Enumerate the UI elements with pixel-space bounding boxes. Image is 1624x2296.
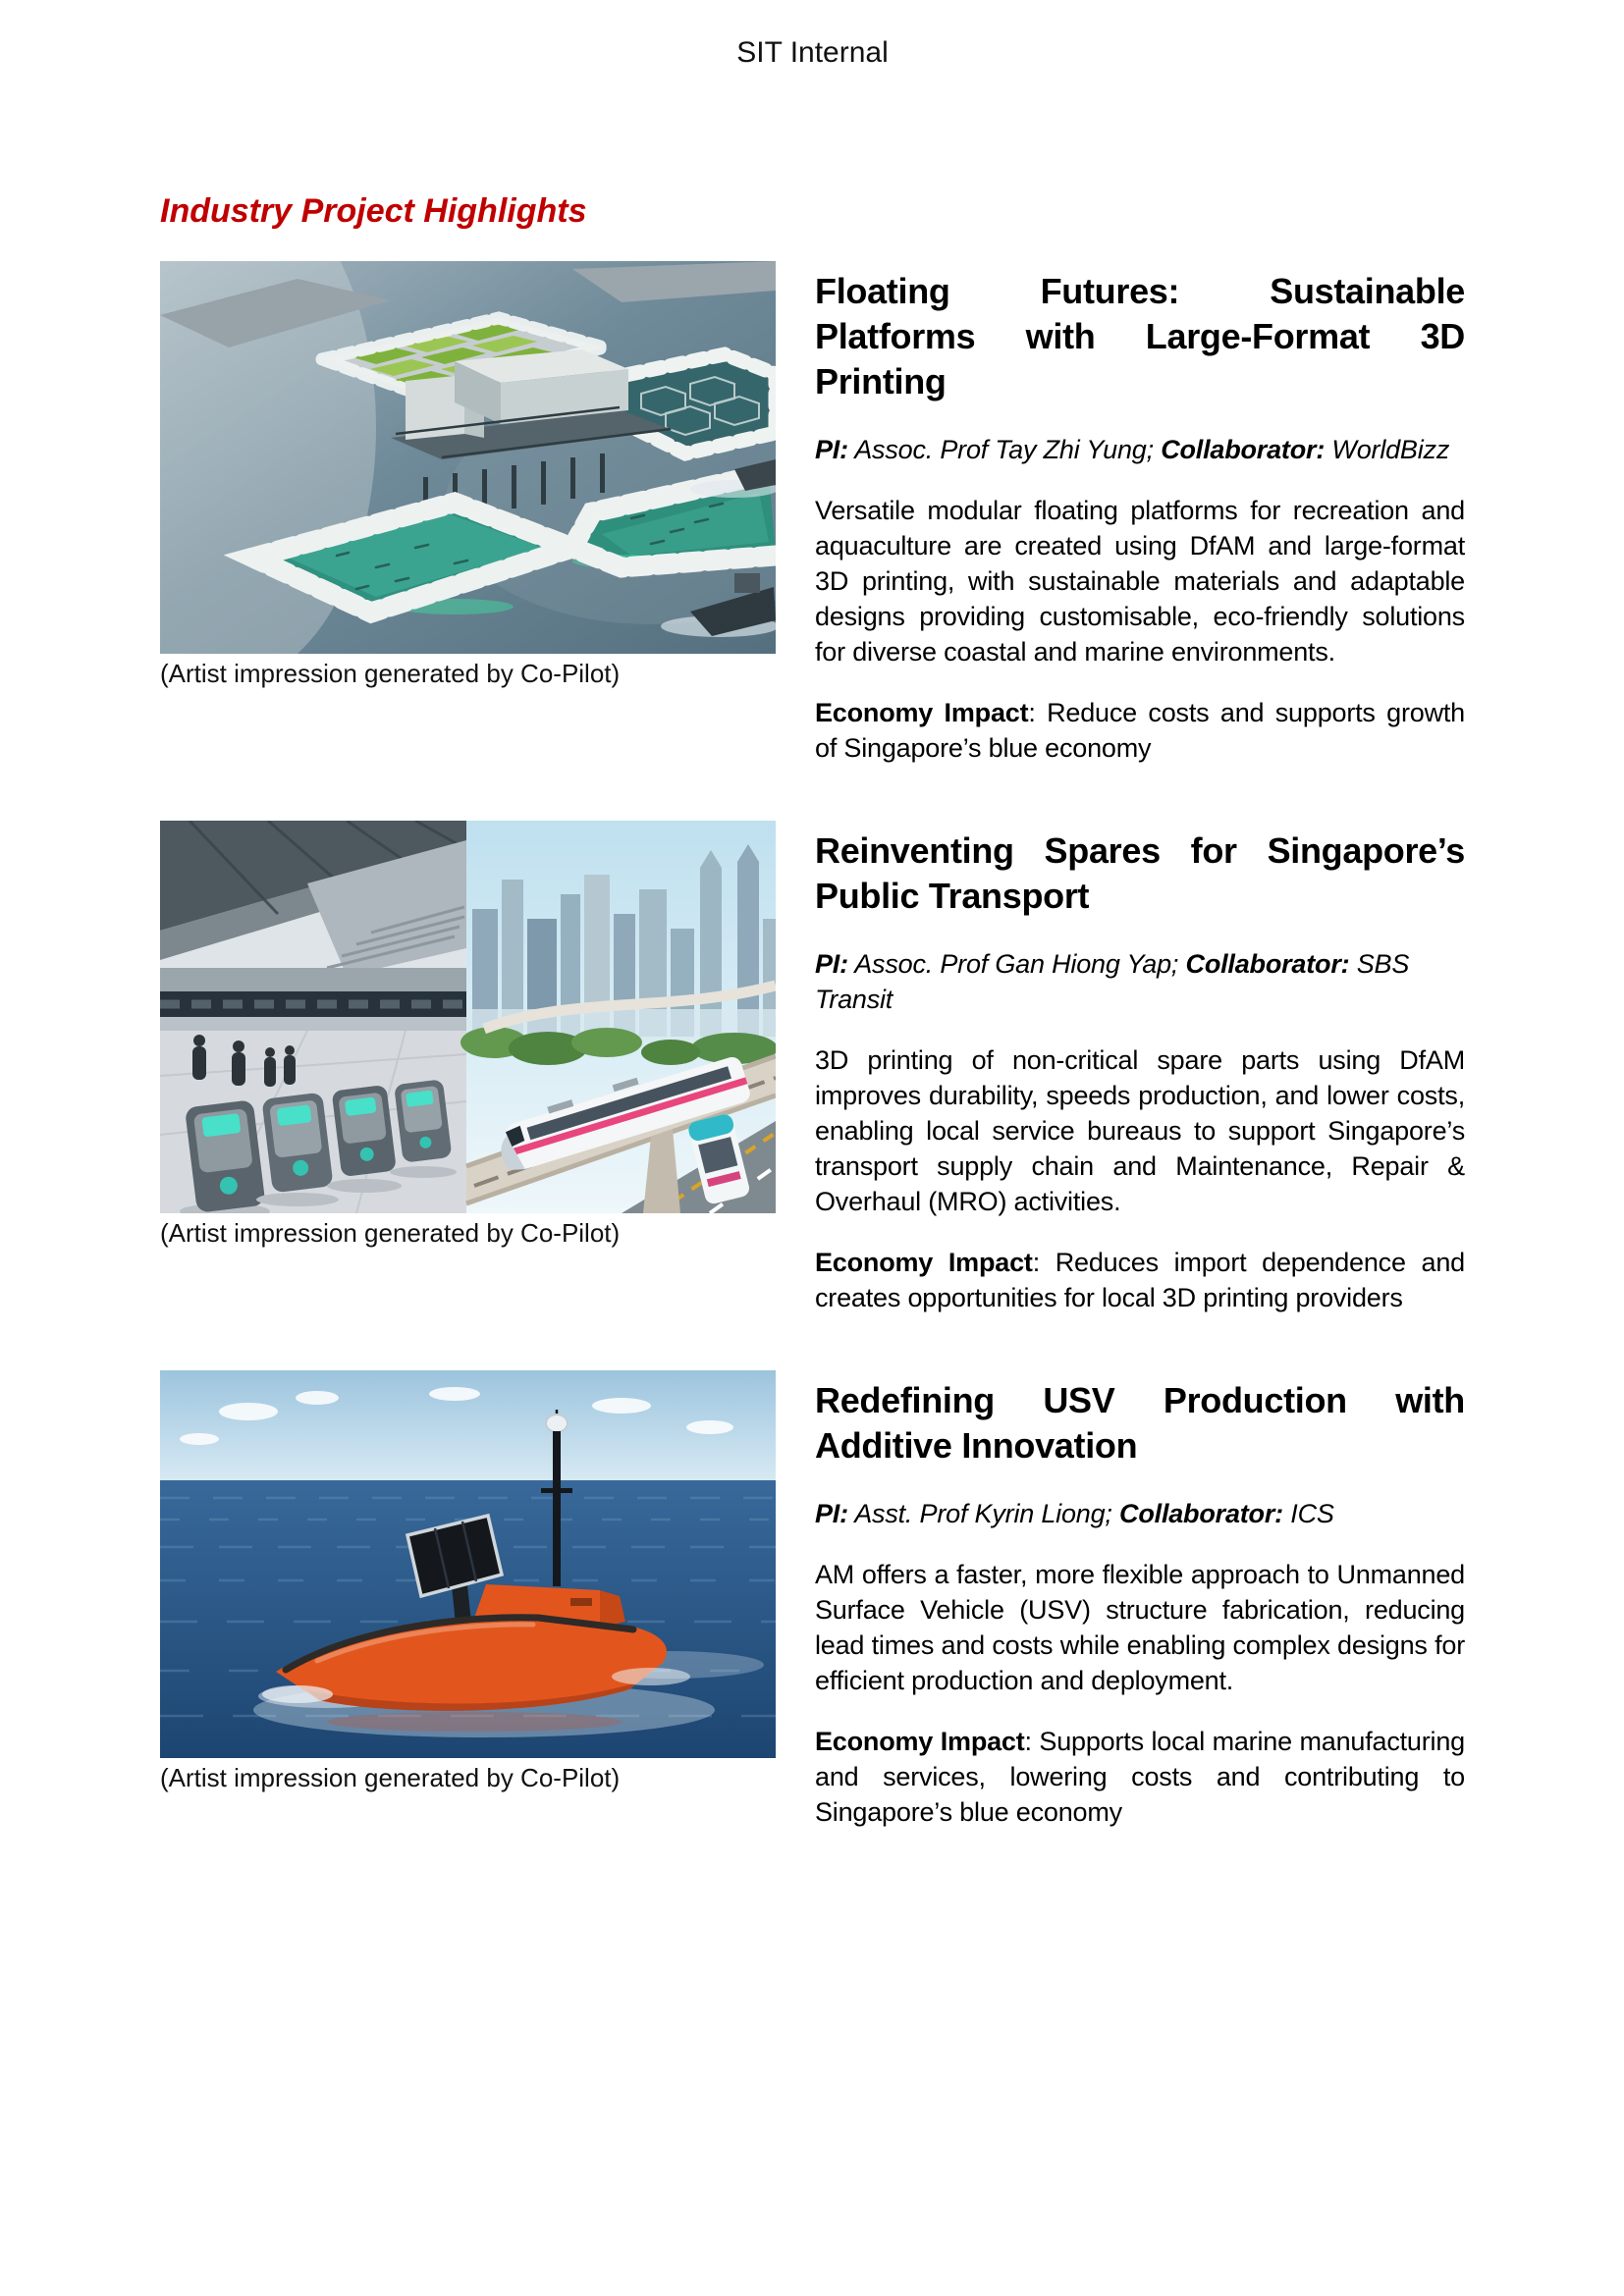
project-figure	[160, 821, 776, 1249]
header-classification: SIT Internal	[736, 36, 889, 69]
project-description: 3D printing of non-critical spare parts using DfAM improves durability, speeds production, and lower costs, enabling local service bureaus to support Singapore’s transport supply chain and Maintenance, Repair & Overhaul (MRO) activities.	[815, 1045, 1465, 1216]
economy-impact	[815, 1245, 1465, 1315]
pi-label: PI:	[815, 435, 848, 464]
pi-line	[815, 946, 1465, 1017]
economy-impact-label: Economy Impact	[815, 1248, 1033, 1277]
pi-line	[815, 432, 1465, 467]
economy-impact-text: : Supports local marine manufacturing and services, lowering costs and contributing to Singapore’s blue economy	[815, 1727, 1465, 1827]
projects-list	[160, 261, 1465, 1830]
economy-impact-label: Economy Impact	[815, 1727, 1025, 1756]
collaborator-name: ICS	[1290, 1499, 1334, 1528]
project-title: Redefining USV Production with Additive Innovation	[815, 1380, 1465, 1466]
project-details	[815, 821, 1465, 1315]
image-caption: (Artist impression generated by Co-Pilot)	[160, 1218, 621, 1248]
project-row-usv	[160, 1370, 1465, 1830]
economy-impact-text: : Reduces import dependence and creates opportunities for local 3D printing providers	[815, 1248, 1465, 1312]
collaborator-label: Collaborator:	[1161, 435, 1326, 464]
project-row-floating-futures	[160, 261, 1465, 766]
project-description: AM offers a faster, more flexible approach to Unmanned Surface Vehicle (USV) structure fabrication, reducing lead times and costs while enabling complex designs for efficient production and deployment.	[815, 1560, 1465, 1695]
project-image-usv-boat	[160, 1370, 776, 1758]
image-caption: (Artist impression generated by Co-Pilot)	[160, 659, 621, 688]
project-details	[815, 261, 1465, 766]
project-figure	[160, 261, 776, 689]
economy-impact-label: Economy Impact	[815, 698, 1029, 727]
project-title: Reinventing Spares for Singapore’s Public Transport	[815, 830, 1465, 916]
image-caption: (Artist impression generated by Co-Pilot)	[160, 1763, 621, 1792]
project-description: Versatile modular floating platforms for recreation and aquaculture are created using DfAM and large-format 3D printing, with sustainable materials and adaptable designs providing customisable, eco-friendly solutions for diverse coastal and marine environments.	[815, 496, 1465, 667]
pi-name: Assoc. Prof Gan Hiong Yap;	[854, 949, 1179, 979]
pi-label: PI:	[815, 1499, 848, 1528]
project-figure	[160, 1370, 776, 1793]
collaborator-name: SBS Transit	[815, 949, 1410, 1014]
economy-impact	[815, 695, 1465, 766]
collaborator-name: WorldBizz	[1331, 435, 1450, 464]
collaborator-label: Collaborator:	[1185, 949, 1350, 979]
pi-name: Asst. Prof Kyrin Liong;	[854, 1499, 1112, 1528]
pi-line	[815, 1496, 1465, 1531]
project-row-public-transport	[160, 821, 1465, 1315]
economy-impact-text: : Reduce costs and supports growth of Singapore’s blue economy	[815, 698, 1465, 763]
project-details	[815, 1370, 1465, 1830]
economy-impact	[815, 1724, 1465, 1830]
project-image-transport-city	[160, 821, 776, 1213]
pi-name: Assoc. Prof Tay Zhi Yung;	[854, 435, 1154, 464]
pi-label: PI:	[815, 949, 848, 979]
collaborator-label: Collaborator:	[1119, 1499, 1283, 1528]
project-image-floating-platforms	[160, 261, 776, 654]
page-title: Industry Project Highlights	[160, 192, 587, 230]
project-title: Floating Futures: Sustainable Platforms with Large-Format 3D Printing	[815, 271, 1465, 401]
